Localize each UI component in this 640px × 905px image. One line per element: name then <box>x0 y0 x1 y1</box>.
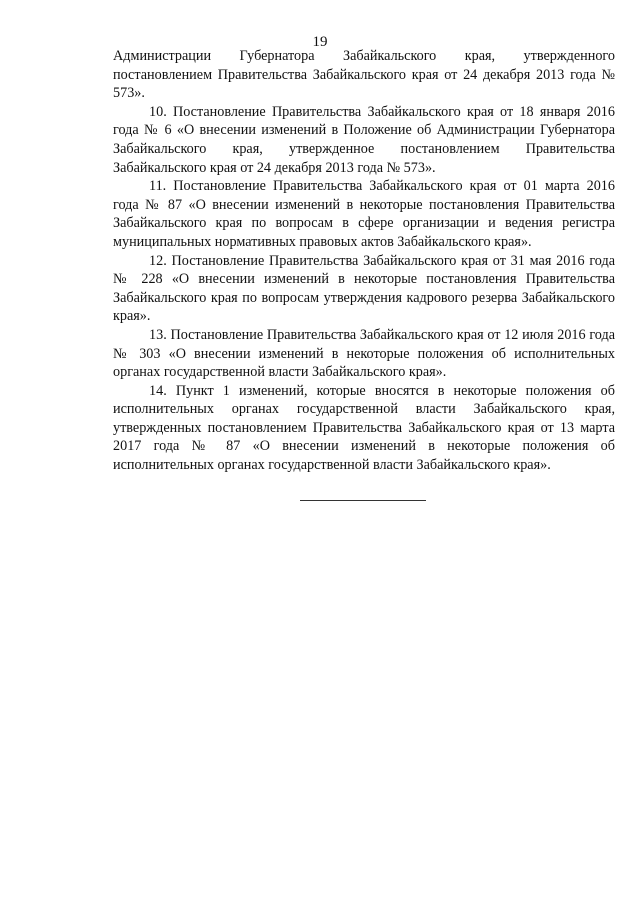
page-number: 19 <box>312 34 328 50</box>
paragraph-item-13: 13. Постановление Правительства Забайкальского края от 12 июля 2016 года № 303 «О внесении изменений в некоторые положения об исполнительных органах государственной власти Забайкальского края». <box>113 326 615 381</box>
paragraph-item-11: 11. Постановление Правительства Забайкальского края от 01 марта 2016 года № 87 «О внесении изменений в некоторые постановления Правительства Забайкальского края по вопросам в сфере организации и ведения регистра муниципальных нормативных правовых актов Забайкальского края». <box>113 178 615 250</box>
paragraph-item-12: 12. Постановление Правительства Забайкальского края от 31 мая 2016 года № 228 «О внесении изменений в некоторые постановления Правительства Забайкальского края по вопросам утверждения кадрового резерва Забайкальского края». <box>113 252 615 325</box>
paragraph-item-10: 10. Постановление Правительства Забайкальского края от 18 января 2016 года № 6 «О внесении изменений в Положение об Администрации Губернатора Забайкальского края, утвержденное постановлением Правительства Забайкальского края от 24 декабря 2013 года № 573». <box>113 103 615 176</box>
closing-divider-line <box>300 500 426 501</box>
paragraph-item-14: 14. Пункт 1 изменений, которые вносятся в некоторые положения об исполнительных органах государственной власти Забайкальского края, утвержденных постановлением Правительства Забайкальского края от 13 марта 2017 года № 87 «О внесении изменений в некоторые положения об исполнительных органах государственной власти Забайкальского края». <box>113 382 615 474</box>
document-body <box>113 47 615 475</box>
paragraph-continuation: Администрации Губернатора Забайкальского края, утвержденного постановлением Правительства Забайкальского края от 24 декабря 2013 года № 573». <box>113 48 615 102</box>
